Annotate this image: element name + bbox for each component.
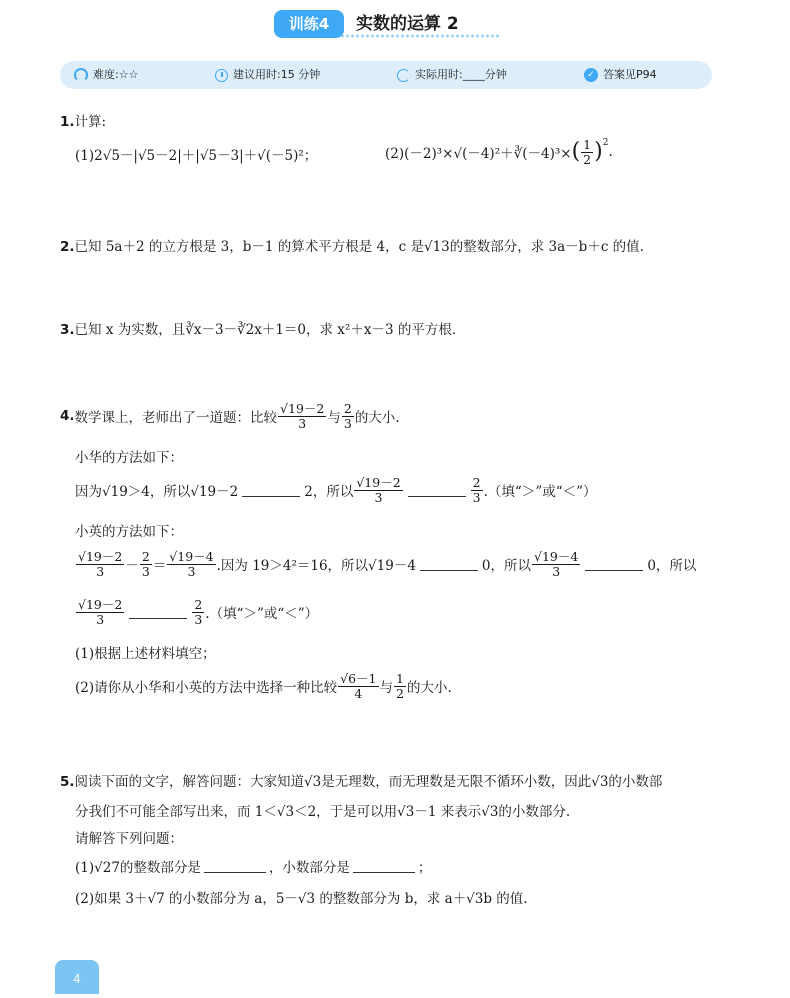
sub-text: (1)√27的整数部分是 [75, 860, 201, 876]
question-1-title [60, 110, 106, 130]
sub-text: 与 [379, 680, 393, 697]
xiaoying-method-line-2 [75, 598, 318, 627]
xiaoying-method-title: 小英的方法如下： [75, 524, 183, 540]
actual-time-info [397, 61, 507, 89]
part-2-expression: (2)(－2)³×√(－4)²＋∛(－4)³× [385, 146, 572, 163]
question-4-intro [60, 402, 400, 431]
answer-blank[interactable] [242, 484, 300, 497]
method-text: 因为√19＞4，所以√19－2 [75, 484, 239, 501]
question-4-sub-2 [75, 672, 452, 701]
actual-time-label: 实际用时:____分钟 [415, 68, 507, 81]
refresh-icon [397, 69, 410, 82]
method-text: .（填“＞”或“＜”） [483, 484, 597, 501]
question-text: 阅读下面的文字，解答问题：大家知道√3是无理数，而无理数是无限不循环小数，因此√3的小数部 [74, 774, 663, 790]
intro-text: 的大小. [354, 410, 400, 427]
fraction-one-half: $\frac{1}{2}$ [583, 137, 592, 167]
question-5-sub-1 [75, 856, 431, 876]
question-1-part-1: (1)2√5－|√5－2|＋|√5－3|＋√(－5)²； [75, 148, 318, 164]
method-text: 0，所以 [647, 558, 697, 575]
sub-text: 的大小. [406, 680, 452, 697]
question-number: 2. [60, 239, 75, 255]
difficulty-info [74, 61, 138, 89]
signal-icon [74, 68, 88, 82]
difficulty-label: 难度:☆☆ [93, 68, 139, 81]
suggested-time-label: 建议用时:15 分钟 [233, 68, 321, 81]
check-icon: ✓ [584, 68, 598, 82]
fraction-sqrt19-minus-2-over-3: $\frac{√19-2}{3}$ [280, 401, 325, 431]
question-5-line-1 [60, 770, 662, 790]
answer-ref-info [584, 61, 657, 89]
intro-text: 数学课上，老师出了一道题：比较 [74, 410, 278, 427]
question-text: 已知 5a＋2 的立方根是 3，b－1 的算术平方根是 4，c 是√13的整数部分，求 3a－b＋c 的值. [74, 239, 644, 255]
answer-blank[interactable] [204, 860, 266, 873]
page-number: 4 [55, 960, 99, 994]
question-number: 5. [60, 774, 75, 790]
fraction-2-over-3: $\frac{2}{3}$ [343, 401, 352, 431]
question-2 [60, 235, 644, 255]
page-title: 实数的运算 2 [356, 14, 459, 34]
suggested-time-info [215, 61, 320, 89]
answer-blank[interactable] [129, 606, 187, 619]
question-number: 3. [60, 322, 75, 338]
lesson-badge: 训练4 [274, 10, 344, 38]
question-number: 4. [60, 408, 75, 425]
question-4-sub-1: (1)根据上述材料填空； [75, 646, 216, 662]
fraction-sqrt19-minus-4-over-3: $\frac{√19-4}{3}$ [534, 549, 579, 579]
sub-text: ； [417, 860, 432, 876]
fraction-sqrt19-minus-2-over-3: $\frac{√19-2}{3}$ [78, 597, 123, 627]
method-text: 2，所以 [304, 484, 354, 501]
method-text: .（填“＞”或“＜”） [205, 606, 319, 623]
fraction-1-over-2: $\frac{1}{2}$ [396, 671, 404, 701]
xiaohua-method [75, 476, 597, 505]
question-1-part-2: (2)(－2)³×√(－4)²＋∛(－4)³× ( $\frac{1}{2}$ ) $^2$ . [385, 137, 613, 167]
question-text: 计算: [74, 114, 107, 130]
sub-text: ，小数部分是 [268, 860, 350, 876]
method-text: 0，所以 [481, 558, 532, 575]
intro-text: 与 [327, 410, 341, 427]
clock-icon [215, 69, 228, 82]
answer-blank[interactable] [408, 484, 466, 497]
fraction-sqrt19-minus-2-over-3: $\frac{√19-2}{3}$ [78, 549, 123, 579]
question-text: 已知 x 为实数，且∛x－3－∛2x＋1＝0，求 x²＋x－3 的平方根. [74, 322, 457, 338]
answer-blank[interactable] [420, 558, 478, 571]
answer-blank[interactable] [585, 558, 643, 571]
fraction-2-over-3: $\frac{2}{3}$ [472, 475, 481, 505]
sub-text: (2)请你从小华和小英的方法中选择一种比较 [75, 680, 338, 697]
question-number: 1. [60, 114, 75, 130]
question-5-sub-2: (2)如果 3＋√7 的小数部分为 a，5－√3 的整数部分为 b，求 a＋√3b 的值. [75, 891, 528, 907]
answer-blank[interactable] [353, 860, 415, 873]
question-3 [60, 318, 456, 338]
question-5-line-2: 分我们不可能全部写出来，而 1＜√3＜2，于是可以用√3－1 来表示√3的小数部分. [75, 804, 571, 820]
answer-ref-label: 答案见P94 [603, 68, 657, 81]
operator: － [125, 558, 139, 575]
question-5-line-3: 请解答下列问题： [75, 831, 183, 847]
decorative-dots [340, 34, 500, 38]
fraction-2-over-3: $\frac{2}{3}$ [194, 597, 203, 627]
fraction-sqrt19-minus-4-over-3: $\frac{√19-4}{3}$ [169, 549, 214, 579]
fraction-2-over-3: $\frac{2}{3}$ [141, 549, 150, 579]
fraction-sqrt6-minus-1-over-4: $\frac{√6-1}{4}$ [340, 671, 377, 701]
xiaoying-method-line-1 [75, 550, 696, 579]
operator: ＝ [152, 558, 167, 575]
method-text: .因为 19＞4²＝16，所以√19－4 [216, 558, 416, 575]
fraction-sqrt19-minus-2-over-3: $\frac{√19-2}{3}$ [356, 475, 401, 505]
exponent: 2 [602, 138, 609, 148]
xiaohua-method-title: 小华的方法如下： [75, 450, 183, 466]
info-bar [60, 61, 712, 89]
